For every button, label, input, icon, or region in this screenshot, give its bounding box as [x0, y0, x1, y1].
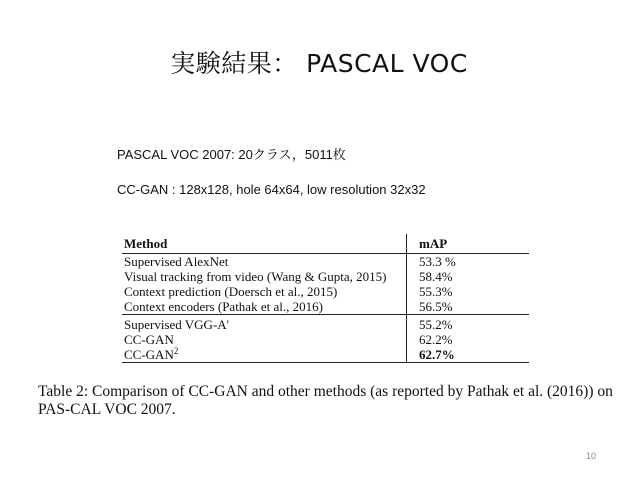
- table-row: [122, 269, 529, 284]
- slide-title: 実験結果： PASCAL VOC: [170, 49, 468, 78]
- method-cell: Context encoders (Pathak et al., 2016): [122, 299, 407, 315]
- table-row: [122, 284, 529, 299]
- table-row: [122, 347, 529, 363]
- dataset-info: PASCAL VOC 2007: 20クラス，5011枚: [117, 147, 346, 162]
- method-cell: [122, 347, 407, 363]
- map-cell: 56.5%: [407, 299, 530, 315]
- map-cell: 55.3%: [407, 284, 530, 299]
- page-number: 10: [586, 451, 597, 461]
- method-superscript: 2: [173, 346, 179, 356]
- method-cell: Supervised VGG-A': [124, 317, 230, 332]
- map-cell: 55.2%: [407, 315, 530, 333]
- method-cell: Supervised AlexNet: [124, 254, 229, 269]
- method-cell: Visual tracking from video (Wang & Gupta, 2015): [124, 269, 387, 284]
- table-row: [122, 332, 529, 347]
- method-cell: CC-GAN: [124, 332, 174, 347]
- method-name: CC-GAN: [124, 347, 174, 362]
- table-header-row: [122, 234, 529, 254]
- model-config-info: CC-GAN : 128x128, hole 64x64, low resolution 32x32: [117, 182, 426, 197]
- results-table: [122, 234, 529, 363]
- method-cell: Context prediction (Doersch et al., 2015): [124, 284, 338, 299]
- table-row: [122, 315, 529, 333]
- map-column-header: mAP: [407, 234, 530, 254]
- map-cell: 62.2%: [407, 332, 530, 347]
- map-cell-best: 62.7%: [407, 347, 530, 363]
- table-row: [122, 254, 529, 270]
- method-column-header: Method: [122, 234, 407, 254]
- map-cell: 58.4%: [407, 269, 530, 284]
- table-caption: Table 2: Comparison of CC-GAN and other methods (as reported by Pathak et al. (2016)) on PAS-CAL VOC 2007.: [38, 383, 613, 418]
- map-cell: 53.3 %: [407, 254, 530, 270]
- table-row: [122, 299, 529, 315]
